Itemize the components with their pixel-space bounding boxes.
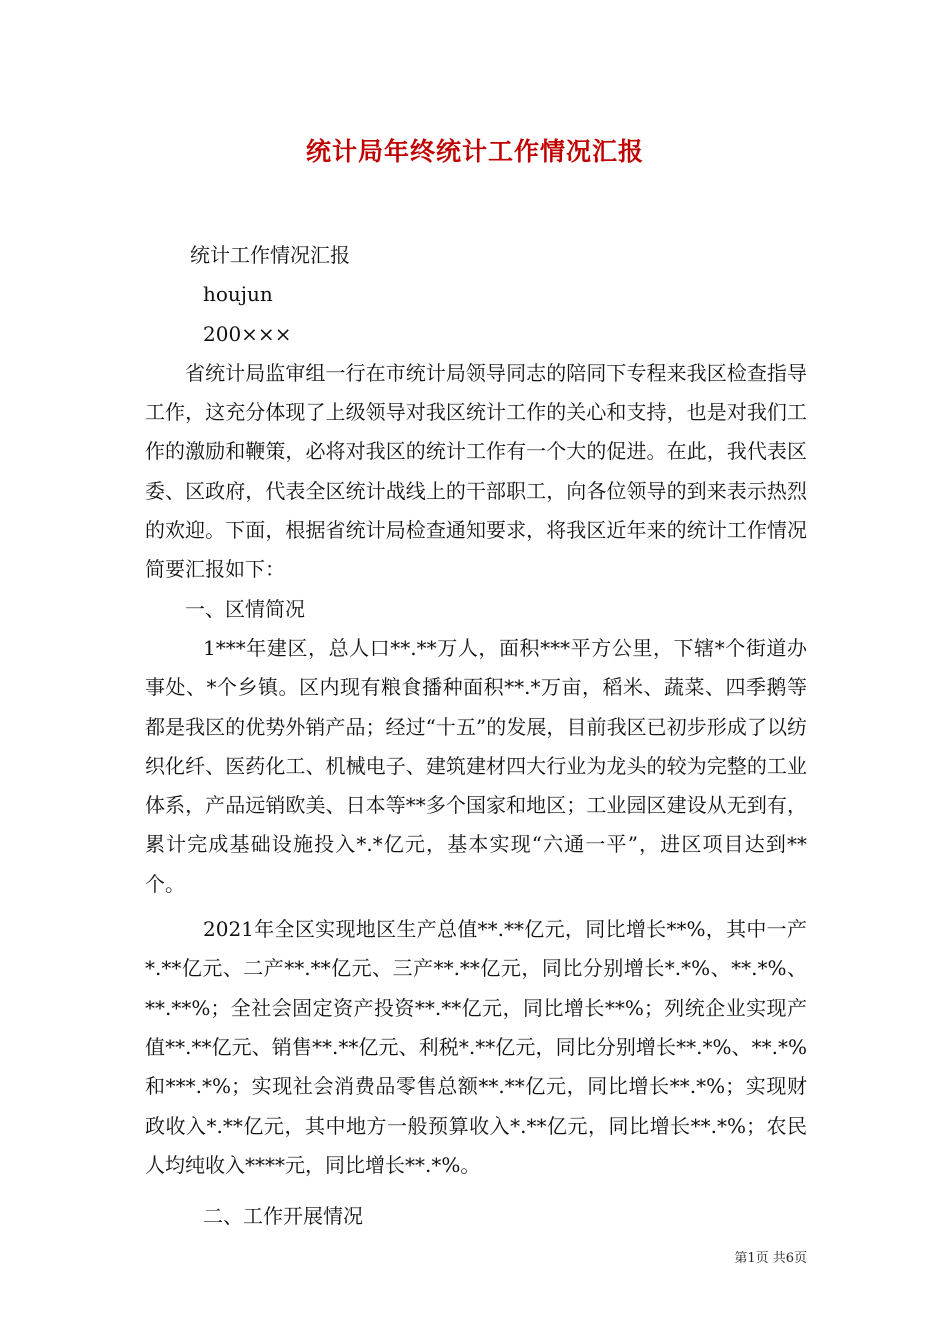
section-heading-1: 一、区情简况 xyxy=(185,596,305,621)
page-number: 第1页 共6页 xyxy=(734,1251,807,1266)
section-heading-2: 二、工作开展情况 xyxy=(203,1204,363,1229)
document-subtitle: 统计工作情况汇报 xyxy=(190,243,350,267)
paragraph-overview: 1***年建区，总人口**.**万人，面积***平方公里，下辖*个街道办事处、*个乡镇。区内现有粮食播种面积**.*万亩，稻米、蔬菜、四季鹅等都是我区的优势外销产品；经过“十五”的发展，目前我区已初步形成了以纺织化纤、医药化工、机械电子、建筑建材四大行业为龙头的较为完整的工业体系，产品远销欧美、日本等**多个国家和地区；工业园区建设从无到有，累计完成基础设施投入*.*亿元，基本实现“六通一平”，进区项目达到**个。 xyxy=(145,635,807,896)
document-date: 200××× xyxy=(203,321,292,346)
paragraph-statistics: 2021年全区实现地区生产总值**.**亿元，同比增长**%，其中一产*.**亿元、二产**.**亿元、三产**.**亿元，同比分别增长*.*%、**.*%、**.**%；全社会固定资产投资**.**亿元，同比增长**%；列统企业实现产值**.**亿元、销售**.**亿元、利税*.**亿元，同比分别增长**.*%、**.*%和***.*%；实现社会消费品零售总额**.**亿元，同比增长**.*%；实现财政收入*.**亿元，其中地方一般预算收入*.**亿元，同比增长**.*%；农民人均纯收入****元，同比增长**.*%。 xyxy=(145,917,807,1177)
document-title: 统计局年终统计工作情况汇报 xyxy=(305,137,644,166)
document-author: houjun xyxy=(203,282,273,307)
document-body xyxy=(145,236,807,1236)
paragraph-intro: 省统计局监审组一行在市统计局领导同志的陪同下专程来我区检查指导工作，这充分体现了上级领导对我区统计工作的关心和支持，也是对我们工作的激励和鞭策，必将对我区的统计工作有一个大的促进。在此，我代表区委、区政府，代表全区统计战线上的干部职工，向各位领导的到来表示热烈的欢迎。下面，根据省统计局检查通知要求，将我区近年来的统计工作情况简要汇报如下： xyxy=(145,360,807,582)
